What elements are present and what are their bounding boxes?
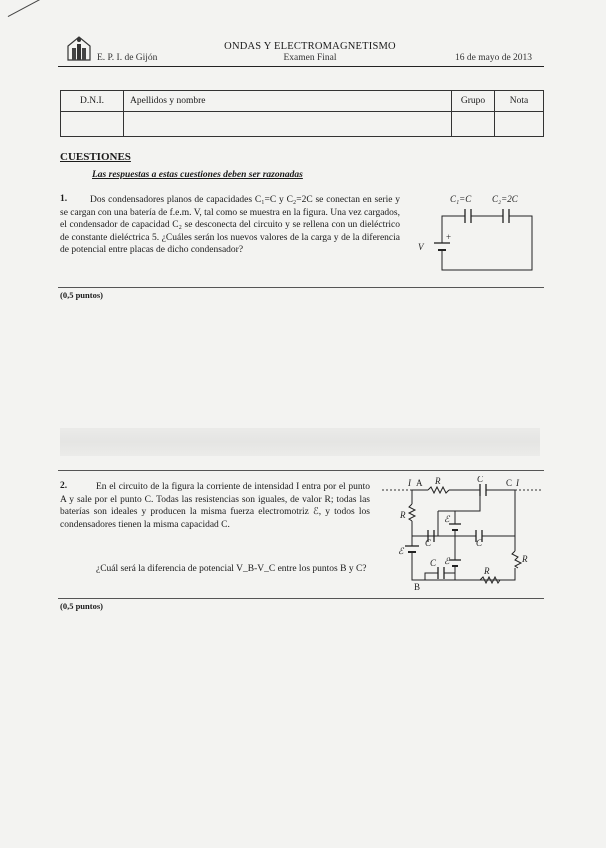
- svg-text:R: R: [484, 566, 490, 576]
- id-table-input-row: [61, 112, 544, 137]
- q1-rule-top: [58, 287, 544, 288]
- svg-text:C: C: [425, 538, 432, 548]
- svg-text:C: C: [476, 538, 483, 548]
- svg-text:R: R: [400, 510, 406, 520]
- svg-text:I: I: [516, 478, 519, 488]
- exam-subtitle: Examen Final: [283, 53, 337, 63]
- q2-text: En el circuito de la figura la corriente de intensidad I entra por el punto A y sale por el punto C. Todas las resistencias son iguales, de valor R; todas las baterías son ideales y producen la misma fuerza electromotriz ℰ, y todos los condensadores tienen la misma capacidad C.: [60, 482, 370, 530]
- svg-text:ℰ: ℰ: [444, 514, 450, 524]
- svg-text:I: I: [408, 478, 411, 488]
- svg-text:B: B: [414, 582, 421, 592]
- q1-number: 1.: [60, 194, 68, 204]
- header-rule: [58, 66, 544, 67]
- q1-circuit-figure: [412, 188, 542, 278]
- pencil-mark: [8, 0, 42, 17]
- q1-text: Dos condensadores planos de capacidades C₁=C y C₂=2C se conectan en serie y se cargan con una batería de f.e.m. V, tal como se muestra en la figura. Una vez cargados, el condensador de capacidad C₂ se desconecta del circuito y se rellena con un dieléctrico de constante dieléctrica 5. ¿Cuáles serán los nuevos valores de la carga y de la diferencia de potencial entre placas de dicho condensador?: [60, 195, 400, 256]
- group-cell[interactable]: [452, 112, 495, 137]
- name-cell[interactable]: [124, 112, 452, 137]
- svg-text:C: C: [477, 476, 484, 484]
- svg-text:R: R: [522, 554, 528, 564]
- q1-c1-label: C₁=C: [450, 194, 472, 204]
- svg-text:A: A: [416, 478, 423, 488]
- svg-text:C: C: [430, 558, 437, 568]
- q2-rule-top: [58, 470, 544, 471]
- q1-c2-label: C₂=2C: [492, 194, 518, 204]
- university-crest-icon: [64, 34, 94, 62]
- q2-points: (0,5 puntos): [60, 601, 103, 611]
- svg-text:R: R: [435, 476, 441, 486]
- dni-header: D.N.I.: [61, 91, 124, 112]
- q1-v-label: V: [418, 242, 424, 252]
- name-header: Apellidos y nombre: [124, 91, 452, 112]
- svg-text:C: C: [506, 478, 513, 488]
- svg-text:+: +: [446, 232, 452, 242]
- exam-title: ONDAS Y ELECTROMAGNETISMO: [224, 41, 396, 52]
- student-id-table: [60, 90, 544, 137]
- exam-date: 16 de mayo de 2013: [455, 53, 533, 63]
- dni-cell[interactable]: [61, 112, 124, 137]
- svg-text:ℰ: ℰ: [398, 546, 404, 556]
- q2-number: 2.: [60, 481, 68, 491]
- section-title: CUESTIONES: [60, 151, 131, 163]
- id-table-header-row: [61, 91, 544, 112]
- bleed-through-shadow: [60, 428, 540, 456]
- q2-rule-bottom: [58, 598, 544, 599]
- q2-question: ¿Cuál será la diferencia de potencial V_B-V_C entre los puntos B y C?: [96, 564, 367, 574]
- svg-text:ℰ: ℰ: [444, 556, 450, 566]
- q2-circuit-figure: [380, 476, 544, 594]
- school-name: E. P. I. de Gijón: [97, 53, 158, 63]
- q1-points: (0,5 puntos): [60, 290, 103, 300]
- grade-cell: [495, 112, 544, 137]
- grade-header: Nota: [495, 91, 544, 112]
- group-header: Grupo: [452, 91, 495, 112]
- section-note: Las respuestas a estas cuestiones deben ser razonadas: [92, 170, 303, 180]
